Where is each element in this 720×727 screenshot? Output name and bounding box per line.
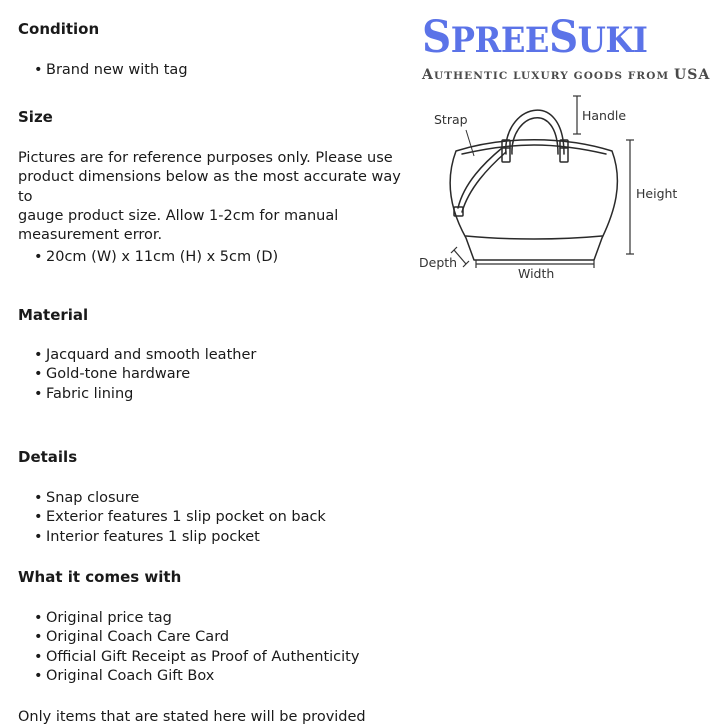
details-list: [46, 489, 326, 547]
list-item: • Original Coach Care Card: [46, 628, 359, 647]
condition-list: [46, 61, 188, 80]
comes-with-list: [46, 609, 359, 687]
list-item: • Brand new with tag: [46, 61, 188, 80]
material-list: [46, 346, 256, 404]
list-item: • Exterior features 1 slip pocket on back: [46, 508, 326, 527]
list-item: • Original price tag: [46, 609, 359, 628]
list-item: • Original Coach Gift Box: [46, 667, 359, 686]
list-item: • Gold-tone hardware: [46, 365, 256, 384]
spreesuki-logo: [422, 12, 716, 83]
height-label: Height: [636, 186, 678, 201]
bag-bottom-seam: [466, 236, 602, 239]
height-dimension-line: [626, 140, 634, 254]
list-item: • Fabric lining: [46, 385, 256, 404]
bag-top-seam: [462, 145, 606, 154]
logo-title: SPREESUKI: [422, 12, 648, 63]
paragraph-line: Pictures are for reference purposes only. Please use: [18, 150, 393, 166]
list-item: • Jacquard and smooth leather: [46, 346, 256, 365]
list-item: • Snap closure: [46, 489, 326, 508]
bag-dimension-diagram: [414, 88, 684, 288]
condition-heading: Condition: [18, 20, 100, 38]
size-list: [46, 248, 278, 267]
handle-label: Handle: [582, 108, 627, 123]
logo-tagline: AUTHENTIC LUXURY GOODS FROM USA: [422, 67, 711, 83]
paragraph-line: gauge product size. Allow 1-2cm for manual: [18, 207, 339, 224]
width-label: Width: [518, 266, 555, 281]
size-heading: Size: [18, 108, 53, 126]
footer-note: Only items that are stated here will be provided: [18, 709, 366, 725]
bag-body-outline: [450, 140, 617, 260]
strap-label: Strap: [434, 112, 468, 127]
paragraph-line: product dimensions below as the most accurate way to: [18, 169, 401, 205]
details-heading: Details: [18, 448, 78, 466]
list-item: • 20cm (W) x 11cm (H) x 5cm (D): [46, 248, 278, 267]
list-item: • Interior features 1 slip pocket: [46, 528, 326, 547]
handle-dimension-line: [573, 96, 581, 134]
depth-label: Depth: [419, 255, 458, 270]
paragraph-line: measurement error.: [18, 227, 163, 244]
size-paragraph: [18, 149, 413, 245]
list-item: • Official Gift Receipt as Proof of Authenticity: [46, 648, 359, 667]
comes-with-heading: What it comes with: [18, 568, 182, 586]
material-heading: Material: [18, 306, 89, 324]
